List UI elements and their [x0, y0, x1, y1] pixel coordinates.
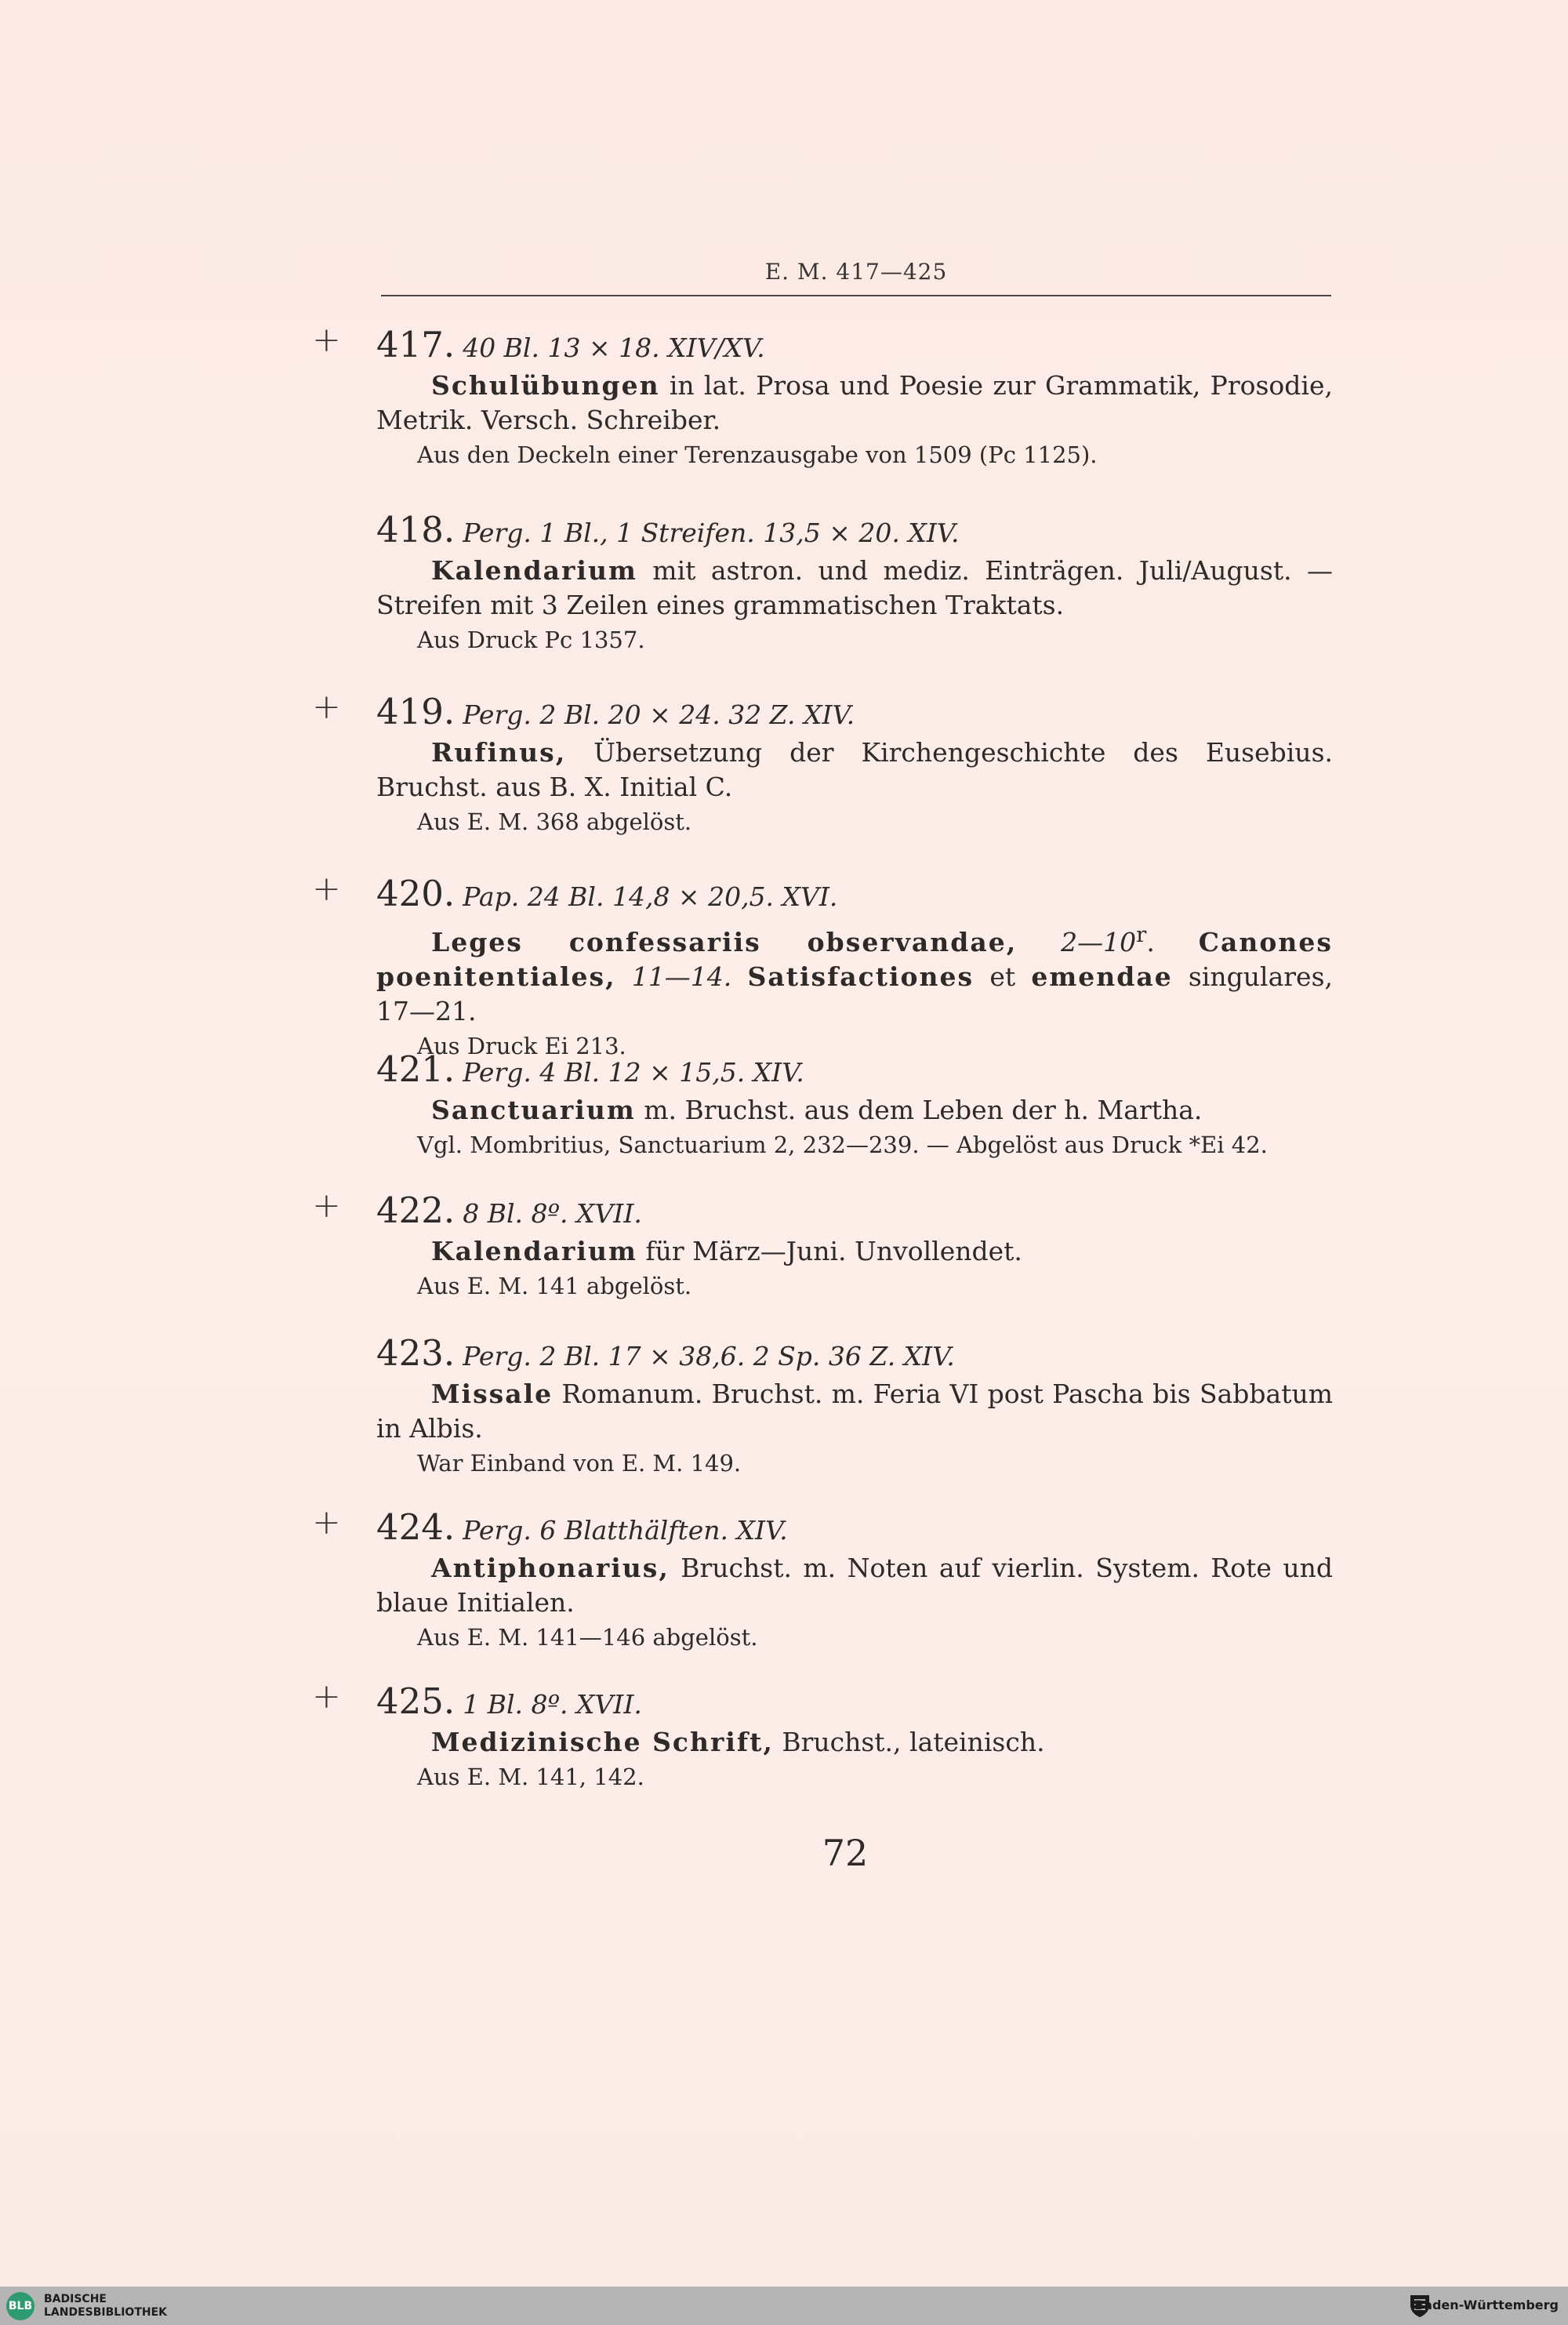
entry-text: . — [1146, 927, 1199, 957]
entry-title: Rufinus, — [431, 737, 567, 768]
entry-source: Vgl. Mombritius, Sanctuarium 2, 232—239. — Abgelöst aus Druck *Ei 42. — [417, 1132, 1268, 1158]
entry-number: 425. — [376, 1680, 456, 1722]
entry-title-2: Canones poenitentiales, — [376, 927, 1333, 992]
entry-source: Aus E. M. 368 abgelöst. — [417, 808, 692, 835]
entry-title: Leges confessariis observandae, — [431, 927, 1018, 957]
entry-text: Übersetzung der Kirchengeschichte des Eusebius. Bruchst. aus B. X. Initial C. — [376, 737, 1333, 802]
entry-heading — [376, 1048, 1333, 1092]
entry-body — [376, 554, 1333, 623]
library-name[interactable]: BADISCHE LANDESBIBLIOTHEK — [44, 2293, 168, 2319]
entry-heading — [376, 1506, 1333, 1549]
entry-description: Perg. 2 Bl. 20 × 24. 32 Z. XIV. — [463, 699, 855, 730]
entry-body — [376, 1725, 1333, 1760]
entry-number: 421. — [376, 1048, 456, 1090]
entry-heading — [376, 1189, 1333, 1233]
entry-title: Missale — [431, 1379, 554, 1409]
entry-text-2: et — [974, 961, 1032, 992]
entry-body — [376, 1551, 1333, 1620]
catalog-entry-422 — [312, 1186, 1333, 1303]
entry-number: 419. — [376, 691, 456, 732]
plus-marker: + — [312, 869, 341, 909]
plus-marker: + — [312, 1502, 341, 1542]
entry-description: 8 Bl. 8º. XVII. — [463, 1198, 642, 1229]
entry-number: 422. — [376, 1190, 456, 1231]
entry-source: War Einband von E. M. 149. — [417, 1450, 742, 1477]
entry-description: Pap. 24 Bl. 14,8 × 20,5. XVI. — [463, 881, 838, 912]
entry-folio-range: 2—10 — [1017, 927, 1137, 957]
entry-number: 417. — [376, 324, 456, 365]
entry-source: Aus Druck Ei 213. — [417, 1033, 626, 1059]
entry-description: Perg. 6 Blatthälften. XIV. — [463, 1515, 788, 1546]
entry-number: 424. — [376, 1506, 456, 1548]
entry-text: Bruchst., lateinisch. — [773, 1727, 1045, 1757]
blb-logo-icon[interactable]: BLB — [6, 2292, 34, 2320]
entry-heading — [376, 1680, 1333, 1724]
entry-body — [376, 736, 1333, 805]
entry-heading — [376, 690, 1333, 734]
catalog-entry-423 — [376, 1331, 1333, 1480]
entry-description: 1 Bl. 8º. XVII. — [463, 1689, 642, 1720]
entry-title-4: emendae — [1031, 961, 1173, 992]
running-head: E. M. 417—425 — [764, 259, 948, 285]
entry-description: Perg. 1 Bl., 1 Streifen. 13,5 × 20. XIV. — [463, 518, 960, 548]
catalog-entry-424 — [312, 1502, 1333, 1655]
entry-body — [376, 369, 1333, 438]
plus-marker: + — [312, 687, 341, 727]
state-name[interactable]: Baden-Württemberg — [1414, 2298, 1559, 2312]
entry-title-3: Satisfactiones — [747, 961, 975, 992]
entry-body — [376, 917, 1333, 1029]
entry-description: 40 Bl. 13 × 18. XIV/XV. — [463, 332, 765, 363]
entry-source: Aus E. M. 141 abgelöst. — [417, 1273, 692, 1299]
entry-title: Kalendarium — [431, 1236, 637, 1266]
plus-marker: + — [312, 1186, 341, 1226]
entry-description: Perg. 4 Bl. 12 × 15,5. XIV. — [463, 1057, 804, 1088]
catalog-entry-425 — [312, 1677, 1333, 1794]
entry-text: Romanum. Bruchst. m. Feria VI post Pascha bis Sabbatum in Albis. — [376, 1379, 1333, 1444]
entry-heading — [376, 323, 1333, 367]
header-rule — [381, 295, 1331, 296]
entry-number: 418. — [376, 509, 456, 550]
entry-source: Aus E. M. 141, 142. — [417, 1764, 644, 1790]
catalog-entry-421 — [376, 1048, 1333, 1162]
entry-text-3: singulares, 17—21. — [376, 961, 1333, 1026]
entry-title: Antiphonarius, — [431, 1553, 670, 1583]
entry-text: mit astron. und mediz. Einträgen. Juli/August. — Streifen mit 3 Zeilen eines grammatischen Traktats. — [376, 555, 1333, 620]
entry-text: m. Bruchst. aus dem Leben der h. Martha. — [635, 1095, 1203, 1125]
viewer-footer-bar — [0, 2287, 1568, 2325]
recto-mark: r — [1136, 922, 1147, 947]
entry-title: Medizinische Schrift, — [431, 1727, 774, 1757]
entry-body — [376, 1234, 1333, 1269]
catalog-entry-420 — [312, 869, 1333, 1063]
entry-number: 423. — [376, 1332, 456, 1374]
entry-description: Perg. 2 Bl. 17 × 38,6. 2 Sp. 36 Z. XIV. — [463, 1341, 955, 1371]
entry-title: Sanctuarium — [431, 1095, 636, 1125]
entry-text: für März—Juni. Unvollendet. — [637, 1236, 1022, 1266]
entry-source: Aus den Deckeln einer Terenzausgabe von 1509 (Pc 1125). — [417, 441, 1098, 468]
entry-body — [376, 1093, 1333, 1128]
entry-title: Schulübungen — [431, 370, 660, 401]
catalog-entry-419 — [312, 687, 1333, 839]
entry-body — [376, 1377, 1333, 1446]
entry-source: Aus Druck Pc 1357. — [417, 627, 645, 653]
entry-text: in lat. Prosa und Poesie zur Grammatik, Prosodie, Metrik. Versch. Schreiber. — [376, 370, 1333, 435]
entry-text: Bruchst. m. Noten auf vierlin. System. Rote und blaue Initialen. — [376, 1553, 1333, 1618]
catalog-entry-417 — [312, 320, 1333, 472]
page-number: 72 — [822, 1832, 869, 1874]
entry-source: Aus E. M. 141—146 abgelöst. — [417, 1624, 758, 1651]
entry-folio-range-2: 11—14. — [615, 961, 748, 992]
plus-marker: + — [312, 320, 341, 360]
catalog-entry-418 — [376, 508, 1333, 657]
entry-heading — [376, 1331, 1333, 1375]
entry-number: 420. — [376, 873, 456, 914]
entry-title: Kalendarium — [431, 555, 637, 586]
entry-heading — [376, 508, 1333, 552]
plus-marker: + — [312, 1677, 341, 1717]
entry-heading — [376, 872, 1333, 916]
